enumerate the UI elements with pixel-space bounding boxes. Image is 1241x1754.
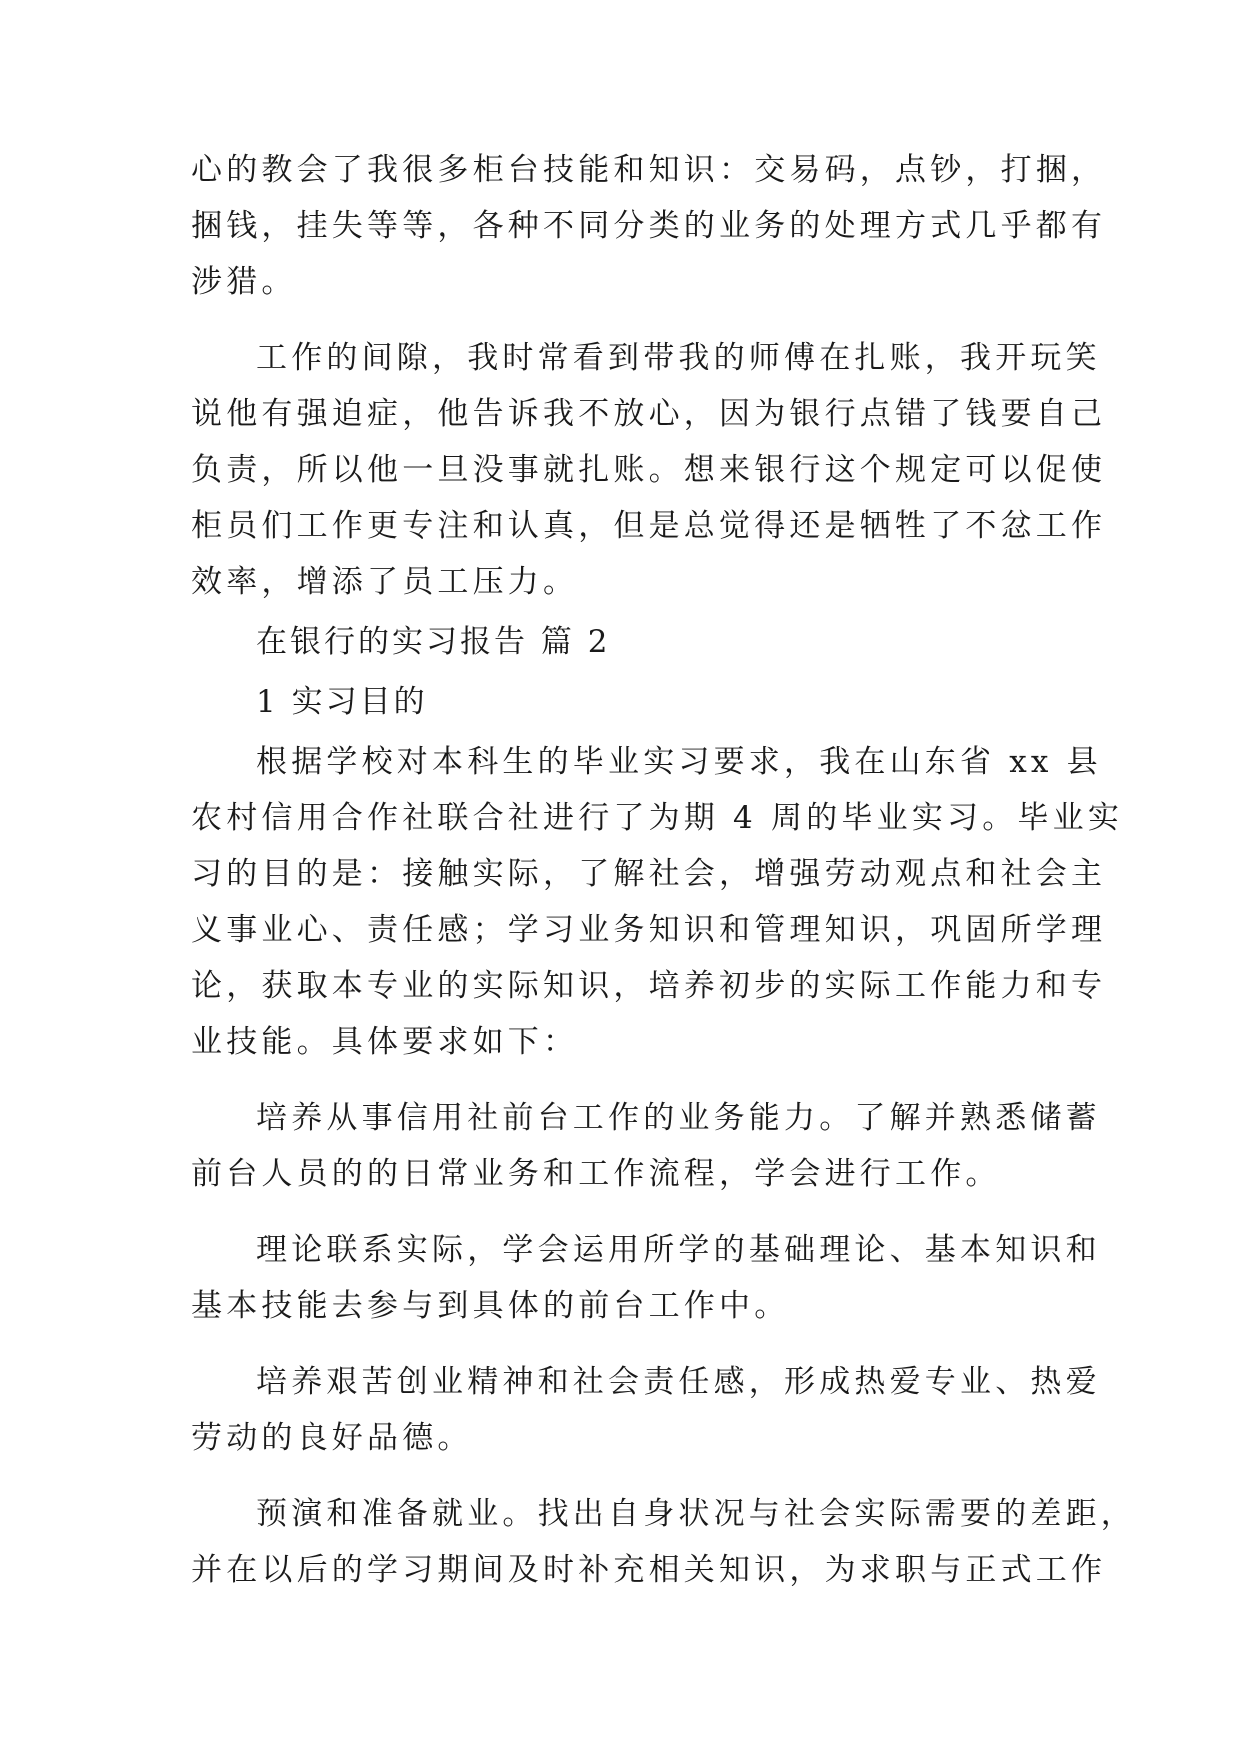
paragraph-line: 前台人员的的日常业务和工作流程，学会进行工作。 xyxy=(191,1156,1001,1192)
paragraph-line: 基本技能去参与到具体的前台工作中。 xyxy=(191,1288,790,1324)
paragraph-line: 农村信用合作社联合社进行了为期 4 周的毕业实习。毕业实 xyxy=(191,800,1124,836)
paragraph-line: 培养从事信用社前台工作的业务能力。了解并熟悉储蓄 xyxy=(256,1100,1101,1136)
paragraph-line: 根据学校对本科生的毕业实习要求，我在山东省 xx 县 xyxy=(256,744,1102,780)
paragraph-line: 负责，所以他一旦没事就扎账。想来银行这个规定可以促使 xyxy=(191,452,1107,488)
paragraph-line: 预演和准备就业。找出自身状况与社会实际需要的差距， xyxy=(256,1496,1136,1532)
paragraph-line: 劳动的良好品德。 xyxy=(191,1420,473,1456)
paragraph-line: 培养艰苦创业精神和社会责任感，形成热爱专业、热爱 xyxy=(256,1364,1101,1400)
paragraph-line: 习的目的是：接触实际，了解社会，增强劳动观点和社会主 xyxy=(191,856,1107,892)
paragraph-line: 义事业心、责任感；学习业务知识和管理知识，巩固所学理 xyxy=(191,912,1107,948)
paragraph-line: 论，获取本专业的实际知识，培养初步的实际工作能力和专 xyxy=(191,968,1107,1004)
paragraph-line: 工作的间隙，我时常看到带我的师傅在扎账，我开玩笑 xyxy=(256,340,1101,376)
paragraph-line: 理论联系实际，学会运用所学的基础理论、基本知识和 xyxy=(256,1232,1101,1268)
paragraph-line: 捆钱，挂失等等，各种不同分类的业务的处理方式几乎都有 xyxy=(191,208,1107,244)
paragraph-line: 涉猎。 xyxy=(191,264,297,300)
paragraph-line: 并在以后的学习期间及时补充相关知识，为求职与正式工作 xyxy=(191,1552,1107,1588)
paragraph-line: 柜员们工作更专注和认真，但是总觉得还是牺牲了不忿工作 xyxy=(191,508,1107,544)
paragraph-line: 心的教会了我很多柜台技能和知识：交易码，点钞，打捆， xyxy=(191,152,1107,188)
subsection-title: 1 实习目的 xyxy=(256,684,428,720)
section-title: 在银行的实习报告 篇 2 xyxy=(256,624,611,660)
paragraph-line: 说他有强迫症，他告诉我不放心，因为银行点错了钱要自己 xyxy=(191,396,1107,432)
paragraph-line: 效率，增添了员工压力。 xyxy=(191,564,579,600)
paragraph-line: 业技能。具体要求如下： xyxy=(191,1024,579,1060)
